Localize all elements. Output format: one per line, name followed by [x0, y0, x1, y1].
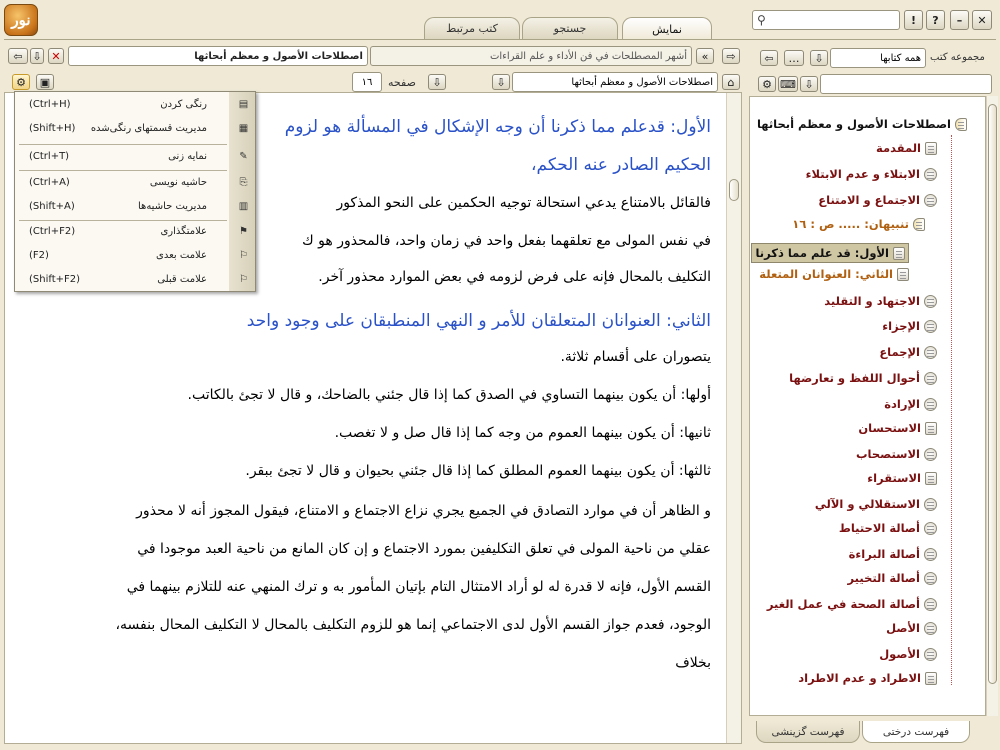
chapter-icon [924, 372, 937, 385]
tree-item-label: الإجماع [879, 345, 920, 359]
tree-item-label: الثاني: العنوانان المتعلة [759, 267, 893, 281]
chapter-icon [924, 168, 937, 181]
doc-paragraph-line: في نفس المولى مع تعلقهما بفعل واحد في زمان واحد، فالمحذور هو ك [302, 233, 711, 249]
menu-item-prev-bookmark[interactable] [15, 269, 257, 292]
collection-dropdown-icon[interactable]: ⇩ [810, 50, 828, 66]
tree-item-label: الاجتهاد و التقليد [824, 294, 920, 308]
close-tab-icon[interactable]: ✕ [48, 48, 64, 64]
tree-item-label: أصالة الاحتياط [838, 521, 920, 535]
tree-item[interactable] [879, 647, 937, 661]
shortcut-label: (Ctrl+T) [29, 151, 70, 162]
doc-paragraph-line: يتصوران على أقسام ثلاثة. [560, 349, 711, 365]
doc-paragraph-line: أولها: أن يكون بينهما التساوي في الصدق كما إذا قال جئني بالضاحك، و قال لا تجئ بالكاتب. [187, 387, 711, 403]
scroll-tabs-left-icon[interactable]: « [696, 48, 714, 64]
collection-select[interactable]: همه كتابها [830, 48, 926, 68]
keyboard-icon[interactable]: ⌨ [778, 76, 798, 92]
tree-item[interactable] [879, 345, 937, 359]
tree-item[interactable] [806, 167, 937, 181]
indexing-icon: ✎ [239, 151, 248, 162]
tree-item-label: تنبيهان: ..... ص : ١٦ [792, 217, 909, 231]
tree-item[interactable] [858, 421, 937, 435]
page-icon [893, 247, 905, 260]
menu-item-indexing[interactable] [15, 146, 257, 169]
menu-item-next-bookmark[interactable] [15, 245, 257, 268]
tree-item-label: أحوال اللفظ و تعارضها [789, 371, 920, 385]
doc-paragraph-line: بخلاف [675, 655, 711, 671]
tree-item[interactable] [876, 141, 937, 155]
menu-item-label: نمایه زنی [168, 151, 207, 162]
tree-item-label: الاستقلالي و الآلي [814, 497, 920, 511]
doc-scrollbar[interactable] [726, 93, 741, 743]
shortcut-label: (Ctrl+A) [29, 177, 70, 188]
doc-paragraph-line: القسم الأول، فإنه لا قدرة له لو أراد الامتثال التام بإتيان المأمور به و ترك المنهي عنه للتلازم بينهما في [126, 579, 711, 595]
tab-display[interactable]: نمایش [622, 17, 712, 40]
tree-item[interactable] [884, 397, 937, 411]
search-icon: ⚲ [757, 13, 766, 27]
tab-search[interactable]: جستجو [522, 17, 618, 39]
tree-item-label: الأصول [879, 647, 920, 661]
tree-item-label: الابتلاء و عدم الابتلاء [805, 167, 920, 181]
shortcut-label: (Ctrl+H) [29, 99, 71, 110]
tree-item[interactable] [792, 217, 925, 231]
tree-tools-icon[interactable]: ⚙ [758, 76, 776, 92]
section-dropdown-icon[interactable]: ⇩ [492, 74, 510, 90]
tree-item[interactable] [798, 671, 937, 685]
doc-heading-1: الأول: قدعلم مما ذكرنا أن وجه الإشكال في المسألة هو لزوم [284, 117, 711, 137]
page-icon [925, 142, 937, 155]
tools-menu [14, 91, 256, 292]
chapter-icon [924, 398, 937, 411]
app-logo[interactable]: نور [4, 4, 38, 36]
page-icon [925, 672, 937, 685]
shortcut-label: (Shift+A) [29, 201, 75, 212]
bookmark-icon: ⚑ [239, 226, 248, 237]
menu-item-label: مدیریت حاشیه‌ها [138, 201, 207, 212]
tree-item-label: الأول: قد علم مما ذكرنا [755, 246, 889, 260]
nav-back-icon[interactable]: ⇦ [8, 48, 28, 64]
tree-item-label: الاطراد و عدم الاطراد [798, 671, 921, 685]
tree-item[interactable] [886, 621, 937, 635]
page-label: صفحه [388, 76, 416, 89]
menu-separator [19, 144, 227, 145]
more-options-icon[interactable]: … [784, 50, 804, 66]
chapter-icon [924, 548, 937, 561]
tab-selective-index[interactable]: فهرست گزينشی [756, 721, 860, 743]
active-book-tab[interactable]: اصطلاحات الأصول و معظم أبحاثها [68, 46, 368, 66]
book-icon [955, 118, 967, 131]
tree-item[interactable] [789, 371, 937, 385]
doc-paragraph-line: التكليف بالمحال فإنه على فرض لزومه في بعض الموارد محذور آخر. [318, 269, 711, 285]
tab-tree-index[interactable]: فهرست درختی [862, 721, 970, 743]
info-button[interactable]: ! [904, 10, 923, 30]
collection-label: مجموعه كتب [930, 52, 985, 63]
menu-item-annotate[interactable] [15, 172, 257, 195]
page-icon [925, 472, 937, 485]
chapter-icon [924, 346, 937, 359]
menu-item-bookmark[interactable] [15, 221, 257, 244]
chapter-icon [924, 648, 937, 661]
tree-item[interactable] [856, 447, 937, 461]
minimize-button[interactable]: – [950, 10, 969, 30]
menu-item-highlight[interactable] [15, 94, 257, 117]
nav-forward-icon[interactable]: ⇨ [722, 48, 740, 64]
chapter-icon [924, 320, 937, 333]
tree-guide-line [951, 135, 952, 685]
tree-scroll-thumb[interactable] [988, 104, 997, 684]
tree-item[interactable] [757, 117, 967, 131]
tab-related-books[interactable]: کتب مرتبط [424, 17, 520, 39]
bookmark-tag-icon[interactable]: ⌂ [722, 74, 740, 90]
inactive-book-tab[interactable]: أشهر المصطلحات في فن الأداء و علم القراءات [370, 46, 692, 66]
chapter-icon [924, 622, 937, 635]
tree-item-label: الإرادة [884, 397, 920, 411]
menu-item-label: علامت بعدی [156, 250, 207, 261]
doc-scroll-thumb[interactable] [729, 179, 739, 201]
tree-item-label: الإجزاء [882, 319, 920, 333]
chapter-icon [924, 448, 937, 461]
tree-item[interactable] [848, 571, 937, 585]
doc-paragraph-line: ثالثها: أن يكون بينهما العموم المطلق كما إذا قال جئني بحيوان و قال لا تجئ ببقر. [245, 463, 711, 479]
menu-item-label: رنگی کردن [160, 99, 207, 110]
doc-heading-1-cont: الحكيم الصادر عنه الحكم، [531, 155, 711, 175]
section-select[interactable]: اصطلاحات الأصول و معظم أبحاثها [512, 72, 718, 92]
book-tree[interactable] [749, 96, 986, 716]
quick-search-input[interactable] [752, 10, 900, 30]
shortcut-label: (Ctrl+F2) [29, 226, 76, 237]
doc-paragraph-line: فالقائل بالامتناع يدعي استحالة توجيه الحكمين على النحو المذكور [336, 195, 711, 211]
book-icon [913, 218, 925, 231]
chapter-icon [924, 498, 937, 511]
doc-paragraph-line: و الظاهر أن في موارد التصادق في الجميع يجري نزاع الاجتماع و الامتناع، فيقول المجوز أنه لا محذور [136, 503, 711, 519]
tree-item[interactable] [882, 319, 937, 333]
tree-item[interactable] [867, 471, 937, 485]
tree-item-label: أصالة الصحة في عمل الغير [766, 597, 920, 611]
tree-item[interactable] [839, 521, 937, 535]
menu-item-manage-highlights[interactable] [15, 118, 257, 141]
menu-item-label: علامتگذاری [160, 226, 207, 237]
layout-icon[interactable]: ▣ [36, 74, 54, 90]
prev-bookmark-icon: ⚐ [239, 274, 248, 285]
shortcut-label: (F2) [29, 250, 49, 261]
chapter-icon [924, 194, 937, 207]
shortcut-label: (Shift+F2) [29, 274, 81, 285]
tree-item-label: الاستصحاب [855, 447, 920, 461]
page-number-input[interactable]: ١٦ [352, 72, 382, 92]
annotate-icon: ⎘ [239, 177, 248, 188]
doc-paragraph-line: الوجود، فعدم جواز القسم الأول لدى الاجتماعي إنما هو للزوم التكليف بالمحال لا التكليف المحال بنفسه، [115, 617, 711, 633]
tree-item[interactable] [815, 497, 937, 511]
tree-item-label: الأصل [886, 621, 920, 635]
tree-item[interactable] [759, 267, 909, 281]
tree-item[interactable] [818, 193, 937, 207]
page-down-icon[interactable]: ⇩ [428, 74, 446, 90]
dropdown-arrow-icon[interactable]: ⇩ [30, 48, 44, 64]
chapter-icon [924, 598, 937, 611]
tree-item-label: الاستحسان [858, 421, 921, 435]
tree-item[interactable] [824, 294, 937, 308]
tree-item-label: اصطلاحات الأصول و معظم أبحاثها [756, 117, 951, 131]
tree-item-label: المقدمة [876, 141, 921, 155]
tree-item[interactable] [767, 597, 937, 611]
tree-search-input[interactable] [820, 74, 992, 94]
menu-item-manage-annotations[interactable] [15, 196, 257, 219]
doc-paragraph-line: ثانيها: أن يكون بينهما العموم من وجه كما إذا قال صل و لا تغصب. [334, 425, 711, 441]
menu-item-label: علامت قبلی [157, 274, 207, 285]
shortcut-label: (Shift+H) [29, 123, 76, 134]
tab-baseline [4, 39, 996, 40]
tree-back-icon[interactable]: ⇦ [760, 50, 778, 66]
tree-search-dropdown-icon[interactable]: ⇩ [800, 76, 818, 92]
doc-heading-2: الثاني: العنوانان المتعلقان للأمر و النهي المنطبقان على وجود واحد [246, 311, 711, 331]
tree-item-label: الاستقراء [867, 471, 921, 485]
wrench-icon: ⚙ [16, 75, 26, 89]
chapter-icon [924, 572, 937, 585]
tools-menu-button[interactable] [12, 74, 30, 90]
highlight-icon: ▤ [238, 99, 249, 110]
page-icon [925, 422, 937, 435]
next-bookmark-icon: ⚐ [239, 250, 248, 261]
chapter-icon [924, 295, 937, 308]
close-window-button[interactable]: ✕ [972, 10, 992, 30]
manage-annotations-icon: ▥ [238, 201, 249, 212]
menu-item-label: مدیریت قسمتهای رنگی‌شده [90, 123, 207, 134]
manage-highlights-icon: ▦ [238, 123, 249, 134]
page-icon [897, 268, 909, 281]
tree-item[interactable] [849, 547, 937, 561]
tree-item-label: أصالة التخيير [847, 571, 920, 585]
tree-item[interactable] [751, 243, 909, 263]
doc-paragraph-line: عقلي من ناحية المولى في تعلق التكليفين بمورد الاجتماع و إن كان المانع من ناحية العبد موجودا في [137, 541, 711, 557]
menu-separator [19, 170, 227, 171]
help-button[interactable]: ? [926, 10, 945, 30]
tree-item-label: أصالة البراءة [848, 547, 920, 561]
menu-item-label: حاشیه نویسی [149, 177, 207, 188]
chapter-icon [924, 522, 937, 535]
tree-item-label: الاجتماع و الامتناع [818, 193, 920, 207]
tree-scrollbar[interactable] [986, 96, 998, 716]
